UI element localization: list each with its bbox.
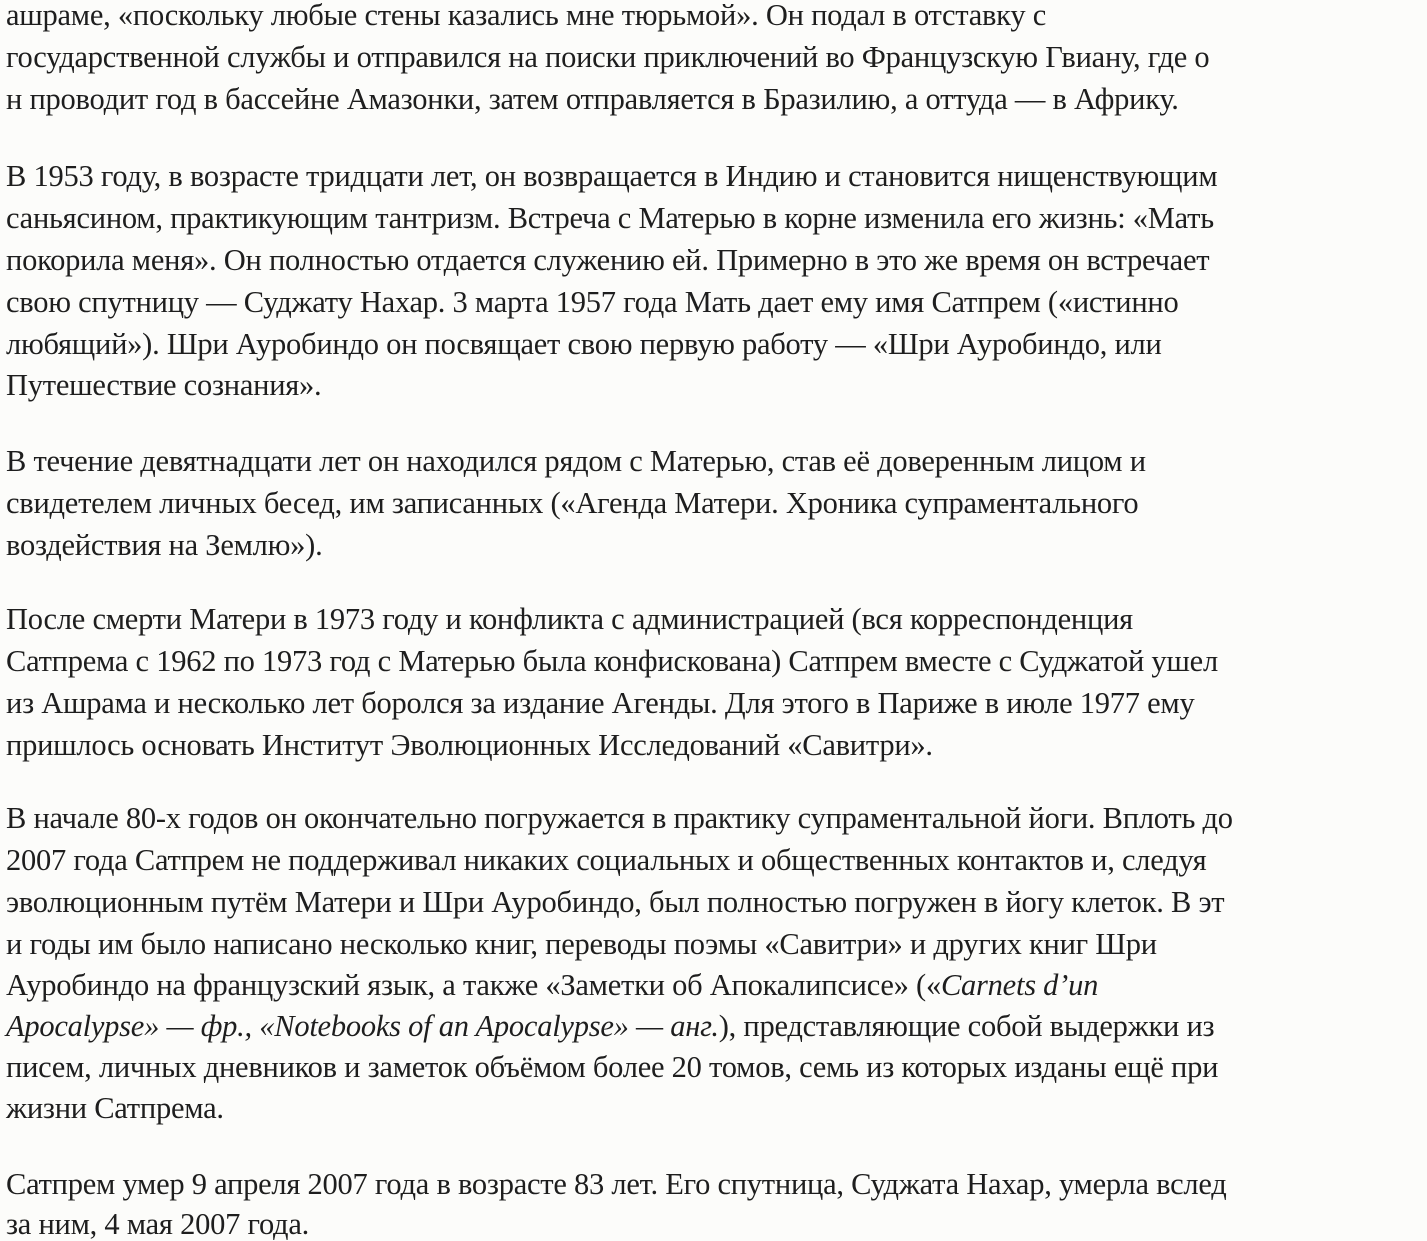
text-line: государственной службы и отправился на поиски приключений во Французскую Гвиану, где о xyxy=(6,40,1210,74)
text-line: покорила меня». Он полностью отдается служению ей. Примерно в это же время он встречает xyxy=(6,243,1210,277)
text-line: свою спутницу — Суджату Нахар. 3 марта 1957 года Мать дает ему имя Сатпрем («истинно xyxy=(6,285,1179,319)
text-line: саньясином, практикующим тантризм. Встреча с Матерью в корне изменила его жизнь: «Мать xyxy=(6,201,1214,235)
text-line: воздействия на Землю»). xyxy=(6,528,323,562)
text-line: пришлось основать Институт Эволюционных Исследований «Савитри». xyxy=(6,728,933,762)
text-line xyxy=(6,1005,1214,1047)
text-line: В течение девятнадцати лет он находился рядом с Матерью, став её доверенным лицом и xyxy=(6,444,1146,478)
text-run: Ауробиндо на французский язык, а также «Заметки об Апокалипсисе» (« xyxy=(6,968,941,1002)
text-line: за ним, 4 мая 2007 года. xyxy=(6,1207,309,1241)
text-run: ), представляющие собой выдержки из xyxy=(718,1009,1215,1043)
text-line: Сатпрем умер 9 апреля 2007 года в возрасте 83 лет. Его спутница, Суджата Нахар, умерла вслед xyxy=(6,1167,1227,1201)
italic-text-run: Apocalypse» — фр., «Notebooks of an Apocalypse» — анг. xyxy=(6,1009,719,1043)
text-line: из Ашрама и несколько лет боролся за издание Агенды. Для этого в Париже в июле 1977 ему xyxy=(6,686,1195,720)
text-line: эволюционным путём Матери и Шри Ауробиндо, был полностью погружен в йогу клеток. В эт xyxy=(6,885,1225,919)
text-line: любящий»). Шри Ауробиндо он посвящает свою первую работу — «Шри Ауробиндо, или xyxy=(6,327,1162,361)
text-line: В начале 80-х годов он окончательно погружается в практику супраментальной йоги. Вплоть до xyxy=(6,801,1233,835)
text-line: ашраме, «поскольку любые стены казались мне тюрьмой». Он подал в отставку с xyxy=(6,0,1046,32)
text-line: писем, личных дневников и заметок объёмом более 20 томов, семь из которых изданы ещё при xyxy=(6,1050,1219,1084)
text-line: Сатпрема с 1962 по 1973 год с Матерью была конфискована) Сатпрем вместе с Суджатой ушел xyxy=(6,644,1218,678)
text-line: н проводит год в бассейне Амазонки, затем отправляется в Бразилию, а оттуда — в Африку. xyxy=(6,82,1179,116)
text-line: и годы им было написано несколько книг, переводы поэмы «Савитри» и других книг Шри xyxy=(6,927,1157,961)
italic-text-run: Carnets d’un xyxy=(940,968,1099,1002)
text-line: 2007 года Сатпрем не поддерживал никаких социальных и общественных контактов и, следуя xyxy=(6,843,1207,877)
text-line: Путешествие сознания». xyxy=(6,368,322,402)
text-line xyxy=(6,964,1098,1006)
text-line: В 1953 году, в возрасте тридцати лет, он возвращается в Индию и становится нищенствующим xyxy=(6,159,1218,193)
text-line: После смерти Матери в 1973 году и конфликта с администрацией (вся корреспонденция xyxy=(6,602,1133,636)
text-line: жизни Сатпрема. xyxy=(6,1091,224,1125)
text-line: свидетелем личных бесед, им записанных («Агенда Матери. Хроника супраментального xyxy=(6,486,1139,520)
